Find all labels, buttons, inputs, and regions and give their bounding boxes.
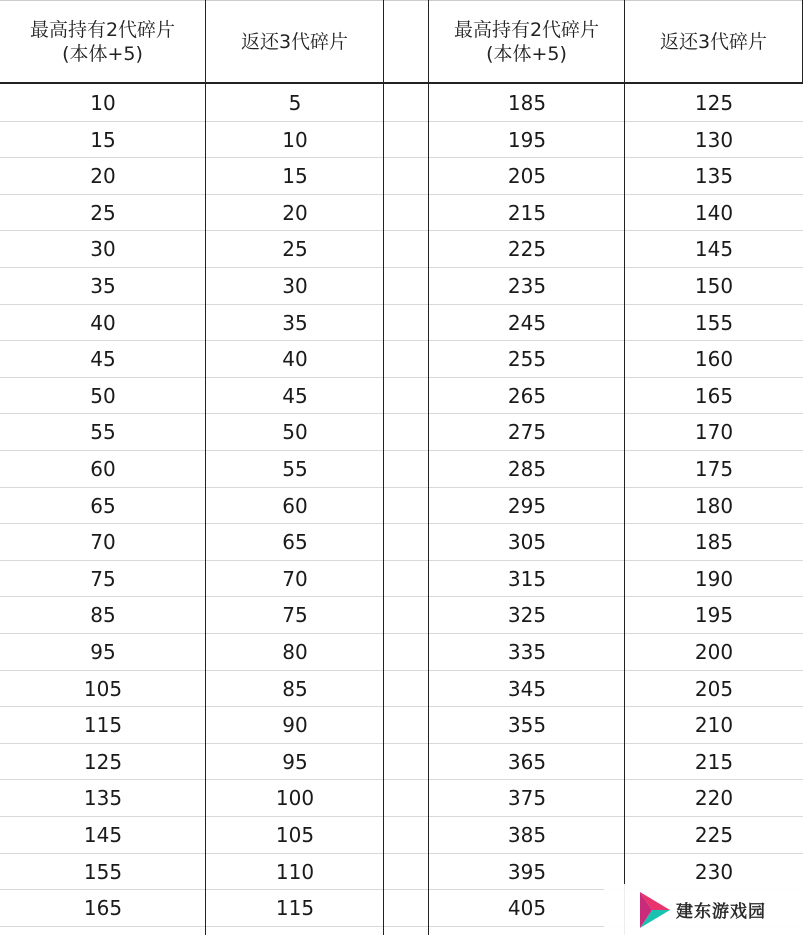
table-cell: 215 bbox=[694, 749, 734, 774]
table-cell: 155 bbox=[83, 859, 123, 884]
table-cell: 205 bbox=[507, 163, 547, 188]
table-cell: 245 bbox=[507, 310, 547, 335]
table-cell bbox=[384, 816, 429, 853]
table-cell: 50 bbox=[90, 383, 116, 408]
table-cell: 200 bbox=[694, 639, 734, 664]
table-cell: 40 bbox=[282, 346, 308, 371]
table-cell bbox=[384, 523, 429, 560]
table-cell: 5 bbox=[288, 90, 302, 115]
table-cell: 185 bbox=[507, 90, 547, 115]
table-cell: 30 bbox=[90, 236, 116, 261]
table-cell: 65 bbox=[282, 529, 308, 554]
table-cell: 75 bbox=[282, 602, 308, 627]
table-cell: 180 bbox=[694, 493, 734, 518]
table-cell bbox=[384, 779, 429, 816]
table-cell: 325 bbox=[507, 602, 547, 627]
table-cell: 295 bbox=[507, 493, 547, 518]
table-cell: 20 bbox=[282, 200, 308, 225]
table-cell bbox=[384, 487, 429, 524]
table-cell: 95 bbox=[282, 749, 308, 774]
table-cell: 345 bbox=[507, 676, 547, 701]
table-cell: 105 bbox=[83, 676, 123, 701]
table-cell: 115 bbox=[275, 895, 315, 920]
table-cell bbox=[384, 633, 429, 670]
table-cell: 215 bbox=[507, 200, 547, 225]
table-cell: 50 bbox=[282, 419, 308, 444]
table-cell: 60 bbox=[90, 456, 116, 481]
table-cell: 175 bbox=[694, 456, 734, 481]
table-cell: 275 bbox=[507, 419, 547, 444]
table-cell: 100 bbox=[275, 785, 315, 810]
table-cell: 305 bbox=[507, 529, 547, 554]
table-cell: 85 bbox=[90, 602, 116, 627]
table-cell bbox=[384, 889, 429, 926]
table-cell bbox=[384, 230, 429, 267]
table-cell bbox=[384, 596, 429, 633]
table-cell: 195 bbox=[694, 602, 734, 627]
table-cell: 265 bbox=[507, 383, 547, 408]
table-cell: 90 bbox=[282, 712, 308, 737]
table-cell: 225 bbox=[507, 236, 547, 261]
watermark bbox=[604, 884, 803, 935]
table-cell: 315 bbox=[507, 566, 547, 591]
column-header-4: 返还3代碎片 bbox=[625, 0, 803, 83]
table-cell: 395 bbox=[507, 859, 547, 884]
column-header-2 bbox=[384, 0, 429, 83]
table-cell: 20 bbox=[90, 163, 116, 188]
table-cell: 125 bbox=[83, 749, 123, 774]
table-cell: 210 bbox=[694, 712, 734, 737]
table-cell: 185 bbox=[694, 529, 734, 554]
table-cell: 255 bbox=[507, 346, 547, 371]
table-cell bbox=[384, 853, 429, 890]
table-cell: 75 bbox=[90, 566, 116, 591]
table-cell: 235 bbox=[507, 273, 547, 298]
table-cell: 25 bbox=[90, 200, 116, 225]
column-divider bbox=[624, 0, 625, 935]
column-divider bbox=[428, 0, 429, 935]
table-cell bbox=[384, 560, 429, 597]
table-cell bbox=[384, 377, 429, 414]
table-cell: 190 bbox=[694, 566, 734, 591]
arrow-play-logo-icon bbox=[638, 890, 672, 930]
column-header-1: 返还3代碎片 bbox=[206, 0, 384, 83]
table-cell: 165 bbox=[694, 383, 734, 408]
table-cell bbox=[384, 121, 429, 158]
table-cell: 10 bbox=[282, 127, 308, 152]
table-cell: 80 bbox=[282, 639, 308, 664]
table-cell: 65 bbox=[90, 493, 116, 518]
table-cell: 70 bbox=[282, 566, 308, 591]
table-cell bbox=[384, 267, 429, 304]
table-cell: 125 bbox=[694, 90, 734, 115]
table-cell: 385 bbox=[507, 822, 547, 847]
table-cell: 140 bbox=[694, 200, 734, 225]
table-cell bbox=[384, 84, 429, 121]
column-header-3: 最高持有2代碎片 (本体+5) bbox=[429, 0, 625, 83]
table-cell: 355 bbox=[507, 712, 547, 737]
table-cell: 70 bbox=[90, 529, 116, 554]
table-cell bbox=[384, 450, 429, 487]
table-cell bbox=[384, 413, 429, 450]
watermark-text: 建东游戏园 bbox=[676, 902, 766, 922]
table-cell: 150 bbox=[694, 273, 734, 298]
table-cell: 30 bbox=[282, 273, 308, 298]
table-cell: 60 bbox=[282, 493, 308, 518]
table-cell: 145 bbox=[83, 822, 123, 847]
table-cell: 230 bbox=[694, 859, 734, 884]
table-cell: 405 bbox=[507, 895, 547, 920]
table-cell: 105 bbox=[275, 822, 315, 847]
table-cell: 35 bbox=[282, 310, 308, 335]
table-cell: 110 bbox=[275, 859, 315, 884]
table-cell: 55 bbox=[282, 456, 308, 481]
column-header-0: 最高持有2代碎片 (本体+5) bbox=[0, 0, 206, 83]
table-cell: 95 bbox=[90, 639, 116, 664]
column-divider bbox=[383, 0, 384, 935]
table-cell: 160 bbox=[694, 346, 734, 371]
table-cell: 225 bbox=[694, 822, 734, 847]
table-cell: 35 bbox=[90, 273, 116, 298]
table-cell bbox=[384, 706, 429, 743]
table-cell bbox=[384, 670, 429, 707]
table-cell: 205 bbox=[694, 676, 734, 701]
table-cell bbox=[384, 194, 429, 231]
table-cell: 375 bbox=[507, 785, 547, 810]
table-cell bbox=[384, 157, 429, 194]
table-cell bbox=[384, 304, 429, 341]
table-cell: 195 bbox=[507, 127, 547, 152]
table-cell: 285 bbox=[507, 456, 547, 481]
table-cell: 15 bbox=[90, 127, 116, 152]
table-cell: 335 bbox=[507, 639, 547, 664]
table-cell: 130 bbox=[694, 127, 734, 152]
table-cell: 10 bbox=[90, 90, 116, 115]
table-cell: 55 bbox=[90, 419, 116, 444]
table-cell: 25 bbox=[282, 236, 308, 261]
table-cell: 40 bbox=[90, 310, 116, 335]
table-cell: 135 bbox=[83, 785, 123, 810]
table-cell: 135 bbox=[694, 163, 734, 188]
table-cell: 165 bbox=[83, 895, 123, 920]
table-cell: 220 bbox=[694, 785, 734, 810]
table-cell: 45 bbox=[90, 346, 116, 371]
table-cell: 155 bbox=[694, 310, 734, 335]
table-cell: 15 bbox=[282, 163, 308, 188]
table-cell bbox=[384, 743, 429, 780]
table-cell: 145 bbox=[694, 236, 734, 261]
table-cell: 115 bbox=[83, 712, 123, 737]
table-cell: 45 bbox=[282, 383, 308, 408]
table-cell bbox=[384, 340, 429, 377]
table-cell: 170 bbox=[694, 419, 734, 444]
column-divider bbox=[205, 0, 206, 935]
table-cell: 365 bbox=[507, 749, 547, 774]
table-cell: 85 bbox=[282, 676, 308, 701]
